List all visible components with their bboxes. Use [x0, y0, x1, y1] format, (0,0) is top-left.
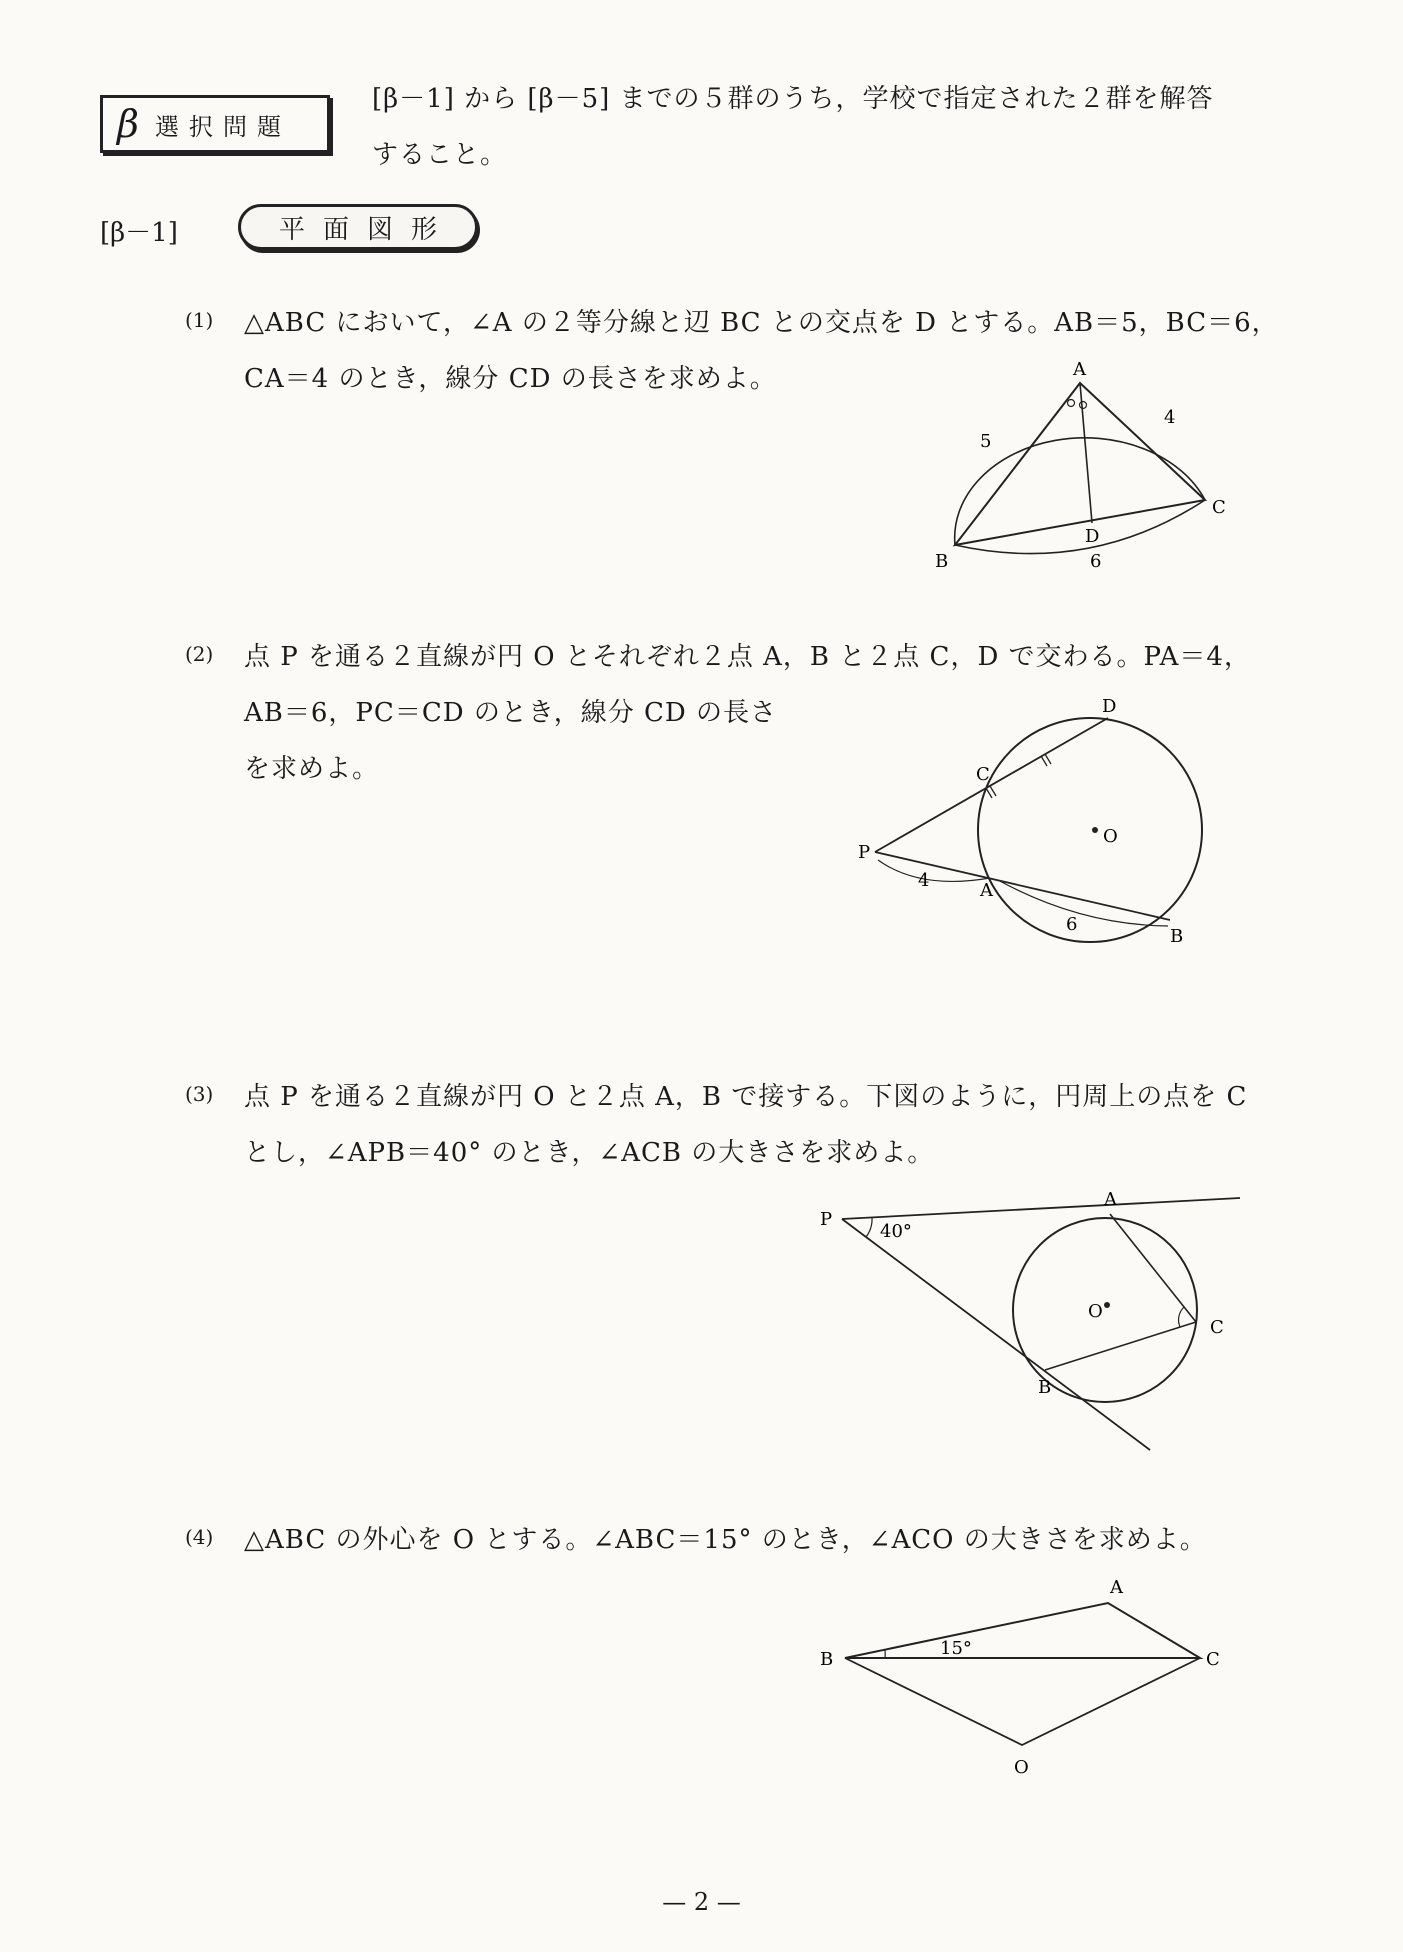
figure-2-arc-pa: [878, 860, 990, 881]
figure-1-arc-bottom: [955, 500, 1205, 554]
figure-2-label-a: A: [980, 880, 993, 901]
figure-3-circle-o: [1013, 1218, 1197, 1402]
question-2-line-1: 点 P を通る２直線が円 O とそれぞれ２点 A，B と２点 C，D で交わる。PA＝4，: [244, 642, 1251, 672]
figure-1-label-d: D: [1085, 526, 1100, 547]
group-title-pill: [238, 204, 478, 250]
figure-2-label-d: D: [1102, 696, 1117, 717]
section-badge: [100, 95, 330, 153]
group-label: [β－1]: [100, 218, 178, 248]
question-2-number: (2): [185, 642, 214, 666]
figure-4-label-c: C: [1206, 1649, 1220, 1670]
question-3-line-1: 点 P を通る２直線が円 O と２点 A，B で接する。下図のように，円周上の点を C: [244, 1082, 1248, 1112]
figure-1-value-bc: 6: [1090, 551, 1102, 572]
figure-4-lines-to-o: [845, 1658, 1200, 1745]
question-2-line-2: AB＝6，PC＝CD のとき，線分 CD の長さ: [244, 698, 778, 728]
figure-2-label-b: B: [1170, 926, 1184, 947]
figure-4: [800, 1555, 1250, 1795]
figure-3-tangent-pa: [842, 1198, 1240, 1219]
question-1-line-1: △ABC において，∠A の２等分線と辺 BC との交点を D とする。AB＝5，BC＝6，: [244, 308, 1279, 338]
figure-3-angle-label: 40°: [880, 1221, 912, 1242]
figure-1-label-b: B: [935, 551, 949, 572]
figure-2-label-p: P: [858, 842, 871, 863]
figure-2-label-c: C: [976, 764, 990, 785]
figure-2-value-ab: 6: [1066, 914, 1078, 935]
section-symbol: β: [117, 102, 139, 146]
figure-3-center-dot: [1104, 1302, 1110, 1308]
group-title: 平面図形: [278, 214, 455, 245]
figure-3-chord-ac: [1110, 1214, 1196, 1322]
figure-1-label-c: C: [1212, 497, 1226, 518]
figure-3-label-o: O: [1088, 1301, 1103, 1322]
question-3-line-2: とし，∠APB＝40° のとき，∠ACB の大きさを求めよ。: [244, 1138, 935, 1168]
question-1-number: (1): [185, 308, 214, 332]
question-3-number: (3): [185, 1082, 214, 1106]
figure-4-label-o: O: [1014, 1757, 1029, 1778]
figure-3-label-p: P: [820, 1209, 833, 1230]
figure-1-value-ab: 5: [980, 431, 992, 452]
intro-line-1: [β－1] から [β－5] までの５群のうち，学校で指定された２群を解答: [372, 84, 1214, 114]
figure-1-arc-top: [955, 438, 1205, 545]
figure-2-value-pa: 4: [918, 870, 930, 891]
figure-4-angle-label: 15°: [940, 1638, 972, 1659]
figure-1-value-ca: 4: [1164, 407, 1176, 428]
figure-1: [900, 345, 1260, 585]
figure-4-triangle-abc: [845, 1603, 1200, 1658]
figure-3-label-c: C: [1210, 1317, 1224, 1338]
figure-2-tick-pc-2: [990, 786, 996, 796]
figure-2-circle-o: [978, 718, 1202, 942]
intro-line-2: すること。: [372, 140, 508, 170]
figure-3-tangent-pb: [842, 1219, 1150, 1450]
figure-2-tick-cd-2: [1045, 754, 1051, 764]
figure-3-label-a: A: [1104, 1189, 1117, 1210]
figure-3: [800, 1175, 1250, 1475]
figure-4-label-a: A: [1110, 1577, 1123, 1598]
figure-3-label-b: B: [1038, 1377, 1052, 1398]
page-number: — 2 —: [662, 1888, 741, 1916]
question-4-line-1: △ABC の外心を O とする。∠ABC＝15° のとき，∠ACO の大きさを求めよ。: [244, 1525, 1207, 1555]
figure-2-label-o: O: [1103, 826, 1118, 847]
question-2-line-3: を求めよ。: [244, 754, 380, 784]
figure-3-chord-bc: [1045, 1322, 1196, 1370]
figure-3-angle-arc-c: [1179, 1307, 1184, 1327]
figure-1-label-a: A: [1073, 359, 1086, 380]
question-4-number: (4): [185, 1525, 214, 1549]
section-title: 選択問題: [154, 112, 291, 141]
figure-2: [840, 690, 1220, 960]
figure-3-angle-arc-p: [866, 1217, 872, 1237]
question-1-line-2: CA＝4 のとき，線分 CD の長さを求めよ。: [244, 364, 777, 394]
figure-4-label-b: B: [820, 1649, 834, 1670]
figure-1-angle-mark-2: [1080, 402, 1087, 409]
figure-1-angle-mark-1: [1068, 400, 1075, 407]
figure-2-tick-cd-1: [1041, 756, 1047, 766]
figure-2-tick-pc-1: [986, 788, 992, 798]
figure-2-line-pcd: [875, 718, 1108, 852]
figure-2-center-dot: [1092, 827, 1098, 833]
